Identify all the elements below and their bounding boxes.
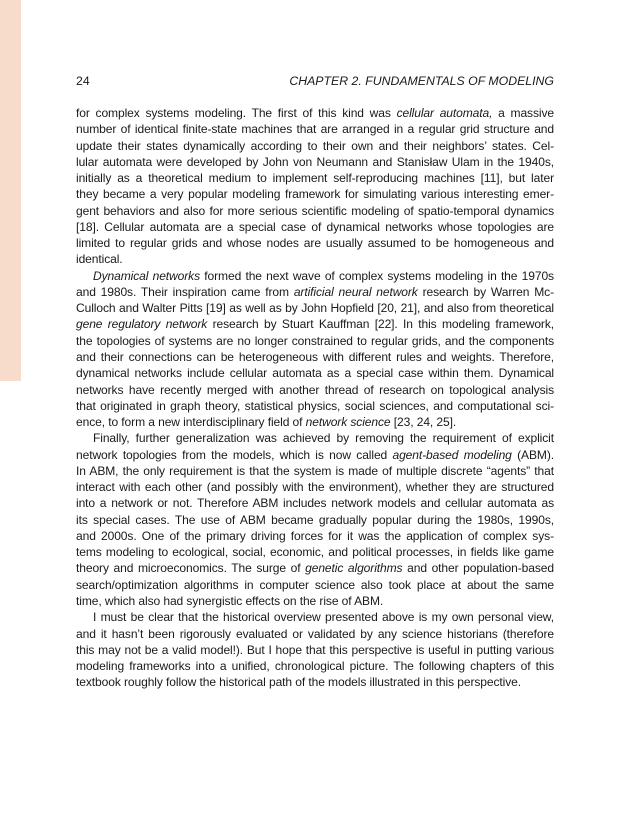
emphasized-term: agent-based modeling (392, 447, 512, 462)
text-line (76, 398, 554, 414)
text-run: time, which also had synergistic effects on the rise of ABM. (76, 593, 384, 608)
text-line (76, 203, 554, 219)
text-run: that originated in graph theory, statistical physics, social sciences, and computational sci- (76, 398, 554, 413)
emphasized-term: genetic algorithms (305, 561, 403, 576)
text-line (76, 382, 554, 398)
emphasized-term: Dynamical networks (93, 268, 201, 283)
text-run: ence, to form a new interdisciplinary field of (76, 415, 306, 430)
text-run: I must be clear that the historical overview presented above is my own personal view, (93, 610, 554, 625)
emphasized-term: artificial neural network (293, 284, 418, 299)
text-run: limited to regular grids and whose nodes are usually assumed to be homogeneous and (76, 236, 554, 251)
text-run: theory and microeconomics. The surge of (76, 561, 306, 576)
paragraph (76, 430, 554, 609)
text-line (76, 528, 554, 544)
text-line (76, 105, 554, 121)
text-run: and other population-based (402, 561, 554, 576)
text-line (76, 219, 554, 235)
text-run: [23, 24, 25]. (390, 415, 457, 430)
text-run: Culloch and Walter Pitts [19] as well as by John Hopfield [20, 21], and also from theoretical (76, 301, 554, 316)
text-line (76, 365, 554, 381)
text-line (76, 268, 554, 284)
text-run: In ABM, the only requirement is that the system is made of multiple discrete “agents” that (76, 463, 554, 478)
emphasized-term: gene regulatory network (76, 317, 208, 332)
text-line (76, 642, 554, 658)
paragraph (76, 609, 554, 690)
text-line (76, 154, 554, 170)
text-run: initially as a theoretical medium to implement self-reproducing machines [11], but later (76, 171, 554, 186)
text-line (76, 544, 554, 560)
text-run: (ABM). (511, 447, 555, 462)
text-line (76, 479, 554, 495)
emphasized-term: cellular automata, (396, 106, 493, 120)
text-line (76, 447, 554, 463)
text-line (76, 300, 554, 316)
text-run: dynamical networks include cellular automata as a special case within them. Dynamical (76, 366, 554, 381)
text-run: this may not be a valid model!). But I hope that this perspective is useful in putting various (76, 642, 554, 657)
text-run: modeling frameworks into a unified, chronological picture. The following chapters of this (76, 659, 554, 674)
paragraph (76, 105, 554, 268)
text-run: formed the next wave of complex systems modeling in the 1970s (200, 268, 554, 283)
text-line (76, 430, 554, 446)
text-line (76, 284, 554, 300)
text-line (76, 316, 554, 332)
text-line (76, 333, 554, 349)
text-line (76, 674, 554, 690)
text-run: into a network or not. Therefore ABM includes network models and cellular automata as (76, 496, 554, 511)
text-line (76, 235, 554, 251)
text-line (76, 626, 554, 642)
text-run: lular automata were developed by John von Neumann and Stanisław Ulam in the 1940s, (76, 154, 554, 169)
page-edge-strip (0, 0, 21, 381)
text-run: Finally, further generalization was achieved by removing the requirement of explicit (93, 431, 554, 446)
text-run: networks have recently merged with another thread of research on topological analysis (76, 382, 554, 397)
text-run: research by Stuart Kauffman [22]. In this modeling framework, (207, 317, 555, 332)
text-run: and it hasn’t been rigorously evaluated or validated by any science historians (therefore (76, 626, 554, 641)
text-line (76, 170, 554, 186)
text-run: for complex systems modeling. The first of this kind was (76, 106, 397, 120)
text-run: search/optimization algorithms in computer science also took place at about the same (76, 577, 554, 592)
text-run: gent behaviors and also for more serious scientific modeling of spatio-temporal dynamics (76, 203, 554, 218)
text-run: [18]. Cellular automata are a special case of dynamical networks whose topologies are (76, 219, 554, 234)
text-line (76, 609, 554, 625)
text-run: its special cases. The use of ABM became gradually popular during the 1980s, 1990s, (76, 512, 554, 527)
body-text (76, 105, 554, 691)
text-line (76, 463, 554, 479)
text-line (76, 658, 554, 674)
text-run: tems modeling to ecological, social, economic, and political processes, in fields like game (76, 545, 554, 560)
chapter-title: CHAPTER 2. FUNDAMENTALS OF MODELING (289, 74, 554, 88)
text-run: they became a very popular modeling framework for simulating various interesting emer- (76, 187, 554, 202)
paragraph (76, 268, 554, 431)
text-run: a massive (492, 106, 554, 120)
text-run: research by Warren Mc- (417, 284, 554, 299)
text-line (76, 414, 554, 430)
text-run: interact with each other (and possibly with the environment), whether they are structured (76, 480, 554, 495)
emphasized-term: network science (305, 415, 391, 430)
running-header (76, 73, 554, 89)
text-line (76, 138, 554, 154)
text-run: textbook roughly follow the historical path of the models illustrated in this perspective. (76, 675, 522, 690)
text-run: and 2000s. One of the primary driving forces for it was the application of complex sys- (76, 528, 554, 543)
text-line (76, 251, 554, 267)
text-run: and 1980s. Their inspiration came from (76, 284, 294, 299)
text-line (76, 495, 554, 511)
text-line (76, 186, 554, 202)
text-line (76, 121, 554, 137)
page-number: 24 (76, 74, 90, 88)
text-run: identical. (76, 252, 123, 267)
text-line (76, 512, 554, 528)
text-line (76, 593, 554, 609)
text-run: number of identical finite-state machines that are arranged in a regular grid structure and (76, 122, 554, 137)
text-run: and their connections can be heterogeneous with different rules and weights. Therefore, (76, 349, 554, 364)
text-run: update their states dynamically according to their own and their neighbors’ states. Cel- (76, 138, 554, 153)
text-run: the topologies of systems are no longer constrained to regular grids, and the components (76, 333, 554, 348)
text-line (76, 560, 554, 576)
text-run: network topologies from the models, which is now called (76, 447, 393, 462)
text-line (76, 349, 554, 365)
text-line (76, 577, 554, 593)
